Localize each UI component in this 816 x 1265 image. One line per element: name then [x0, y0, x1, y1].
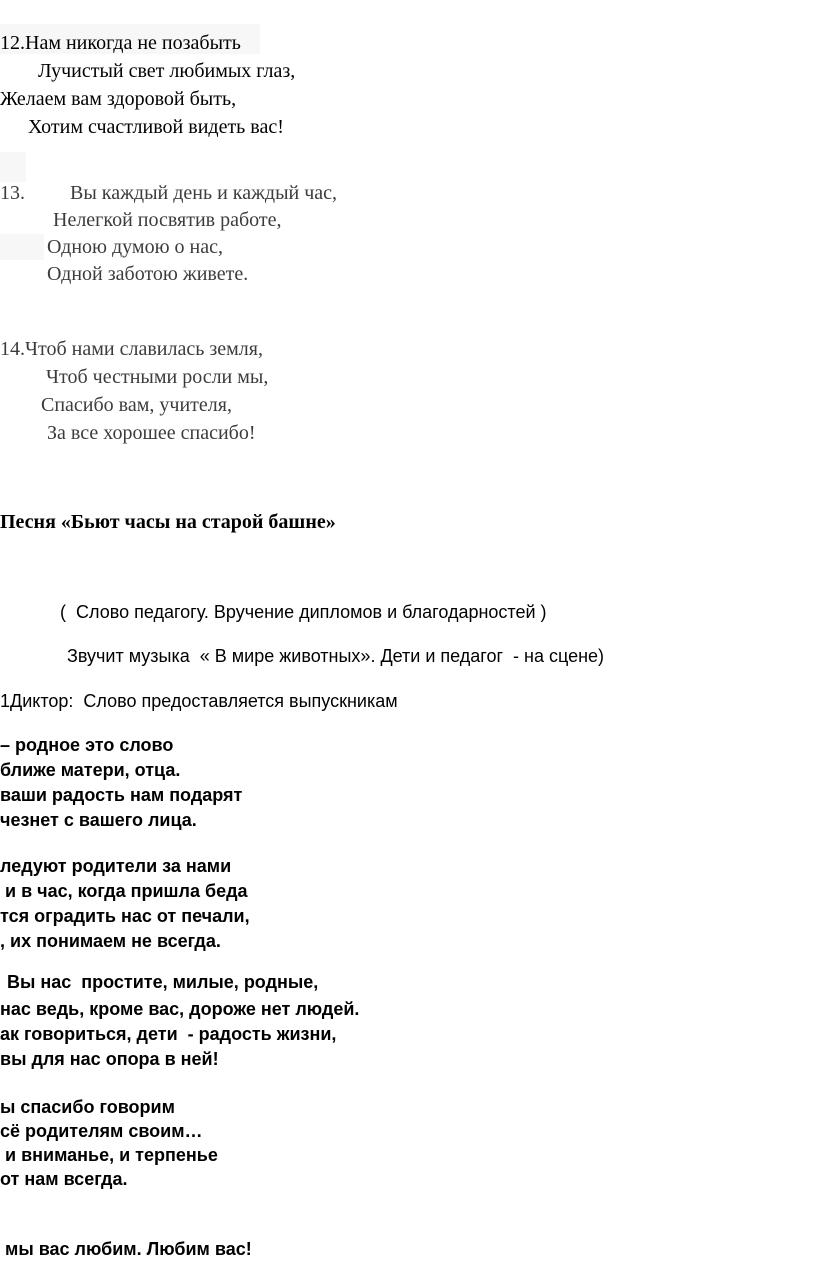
- closing-line: мы вас любим. Любим вас!: [0, 1239, 252, 1259]
- highlight-box-2: [0, 152, 26, 182]
- announcer-line: 1Диктор: Слово предоставляется выпускникам: [0, 691, 398, 711]
- song-title: Песня «Бьют часы на старой башне»: [0, 511, 336, 533]
- poem-13-line-3: Одною думою о нас,: [47, 236, 223, 258]
- stanza-2-line-4: , их понимаем не всегда.: [0, 931, 221, 951]
- highlight-box-3: [0, 234, 44, 260]
- stanza-2-line-1: ледуют родители за нами: [0, 856, 232, 876]
- stanza-1-line-4: чезнет с вашего лица.: [0, 810, 197, 830]
- poem-13-line-4: Одной заботою живете.: [47, 263, 249, 285]
- stanza-1-line-2: ближе матери, отца.: [0, 760, 181, 780]
- stanza-1-line-3: ваши радость нам подарят: [0, 785, 243, 805]
- poem-14-line-2: Чтоб честными росли мы,: [46, 366, 269, 388]
- poem-12-line-2: Лучистый свет любимых глаз,: [38, 60, 296, 82]
- stanza-4-line-3: и вниманье, и терпенье: [0, 1145, 218, 1165]
- poem-13-line-2: Нелегкой посвятив работе,: [53, 209, 282, 231]
- stanza-2-line-3: тся оградить нас от печали,: [0, 906, 250, 926]
- stanza-3-line-3: ак говориться, дети - радость жизни,: [0, 1024, 337, 1044]
- stanza-2-line-2: и в час, когда пришла беда: [0, 881, 248, 901]
- stage-direction-2: Звучит музыка « В мире животных». Дети и педагог - на сцене): [67, 646, 605, 666]
- poem-13-line-1: Вы каждый день и каждый час,: [70, 182, 338, 204]
- poem-13-number: 13.: [0, 182, 25, 204]
- poem-12-line-4: Хотим счастливой видеть вас!: [28, 116, 284, 138]
- stage-direction-1: ( Слово педагогу. Вручение дипломов и благодарностей ): [60, 602, 547, 622]
- poem-12-line-1: 12.Нам никогда не позабыть: [0, 32, 241, 54]
- stanza-3-line-2: нас ведь, кроме вас, дороже нет людей.: [0, 999, 360, 1019]
- stanza-4-line-4: от нам всегда.: [0, 1169, 128, 1189]
- poem-12-line-3: Желаем вам здоровой быть,: [0, 88, 237, 110]
- stanza-3-line-4: вы для нас опора в ней!: [0, 1049, 219, 1069]
- stanza-4-line-1: ы спасибо говорим: [0, 1097, 175, 1117]
- stanza-4-line-2: сё родителям своим…: [0, 1121, 203, 1141]
- stanza-3-line-1: Вы нас простите, милые, родные,: [7, 972, 319, 992]
- poem-14-line-3: Спасибо вам, учителя,: [41, 394, 232, 416]
- stanza-1-line-1: – родное это слово: [0, 735, 174, 755]
- poem-14-line-1: 14.Чтоб нами славилась земля,: [0, 338, 263, 360]
- poem-14-line-4: За все хорошее спасибо!: [47, 422, 256, 444]
